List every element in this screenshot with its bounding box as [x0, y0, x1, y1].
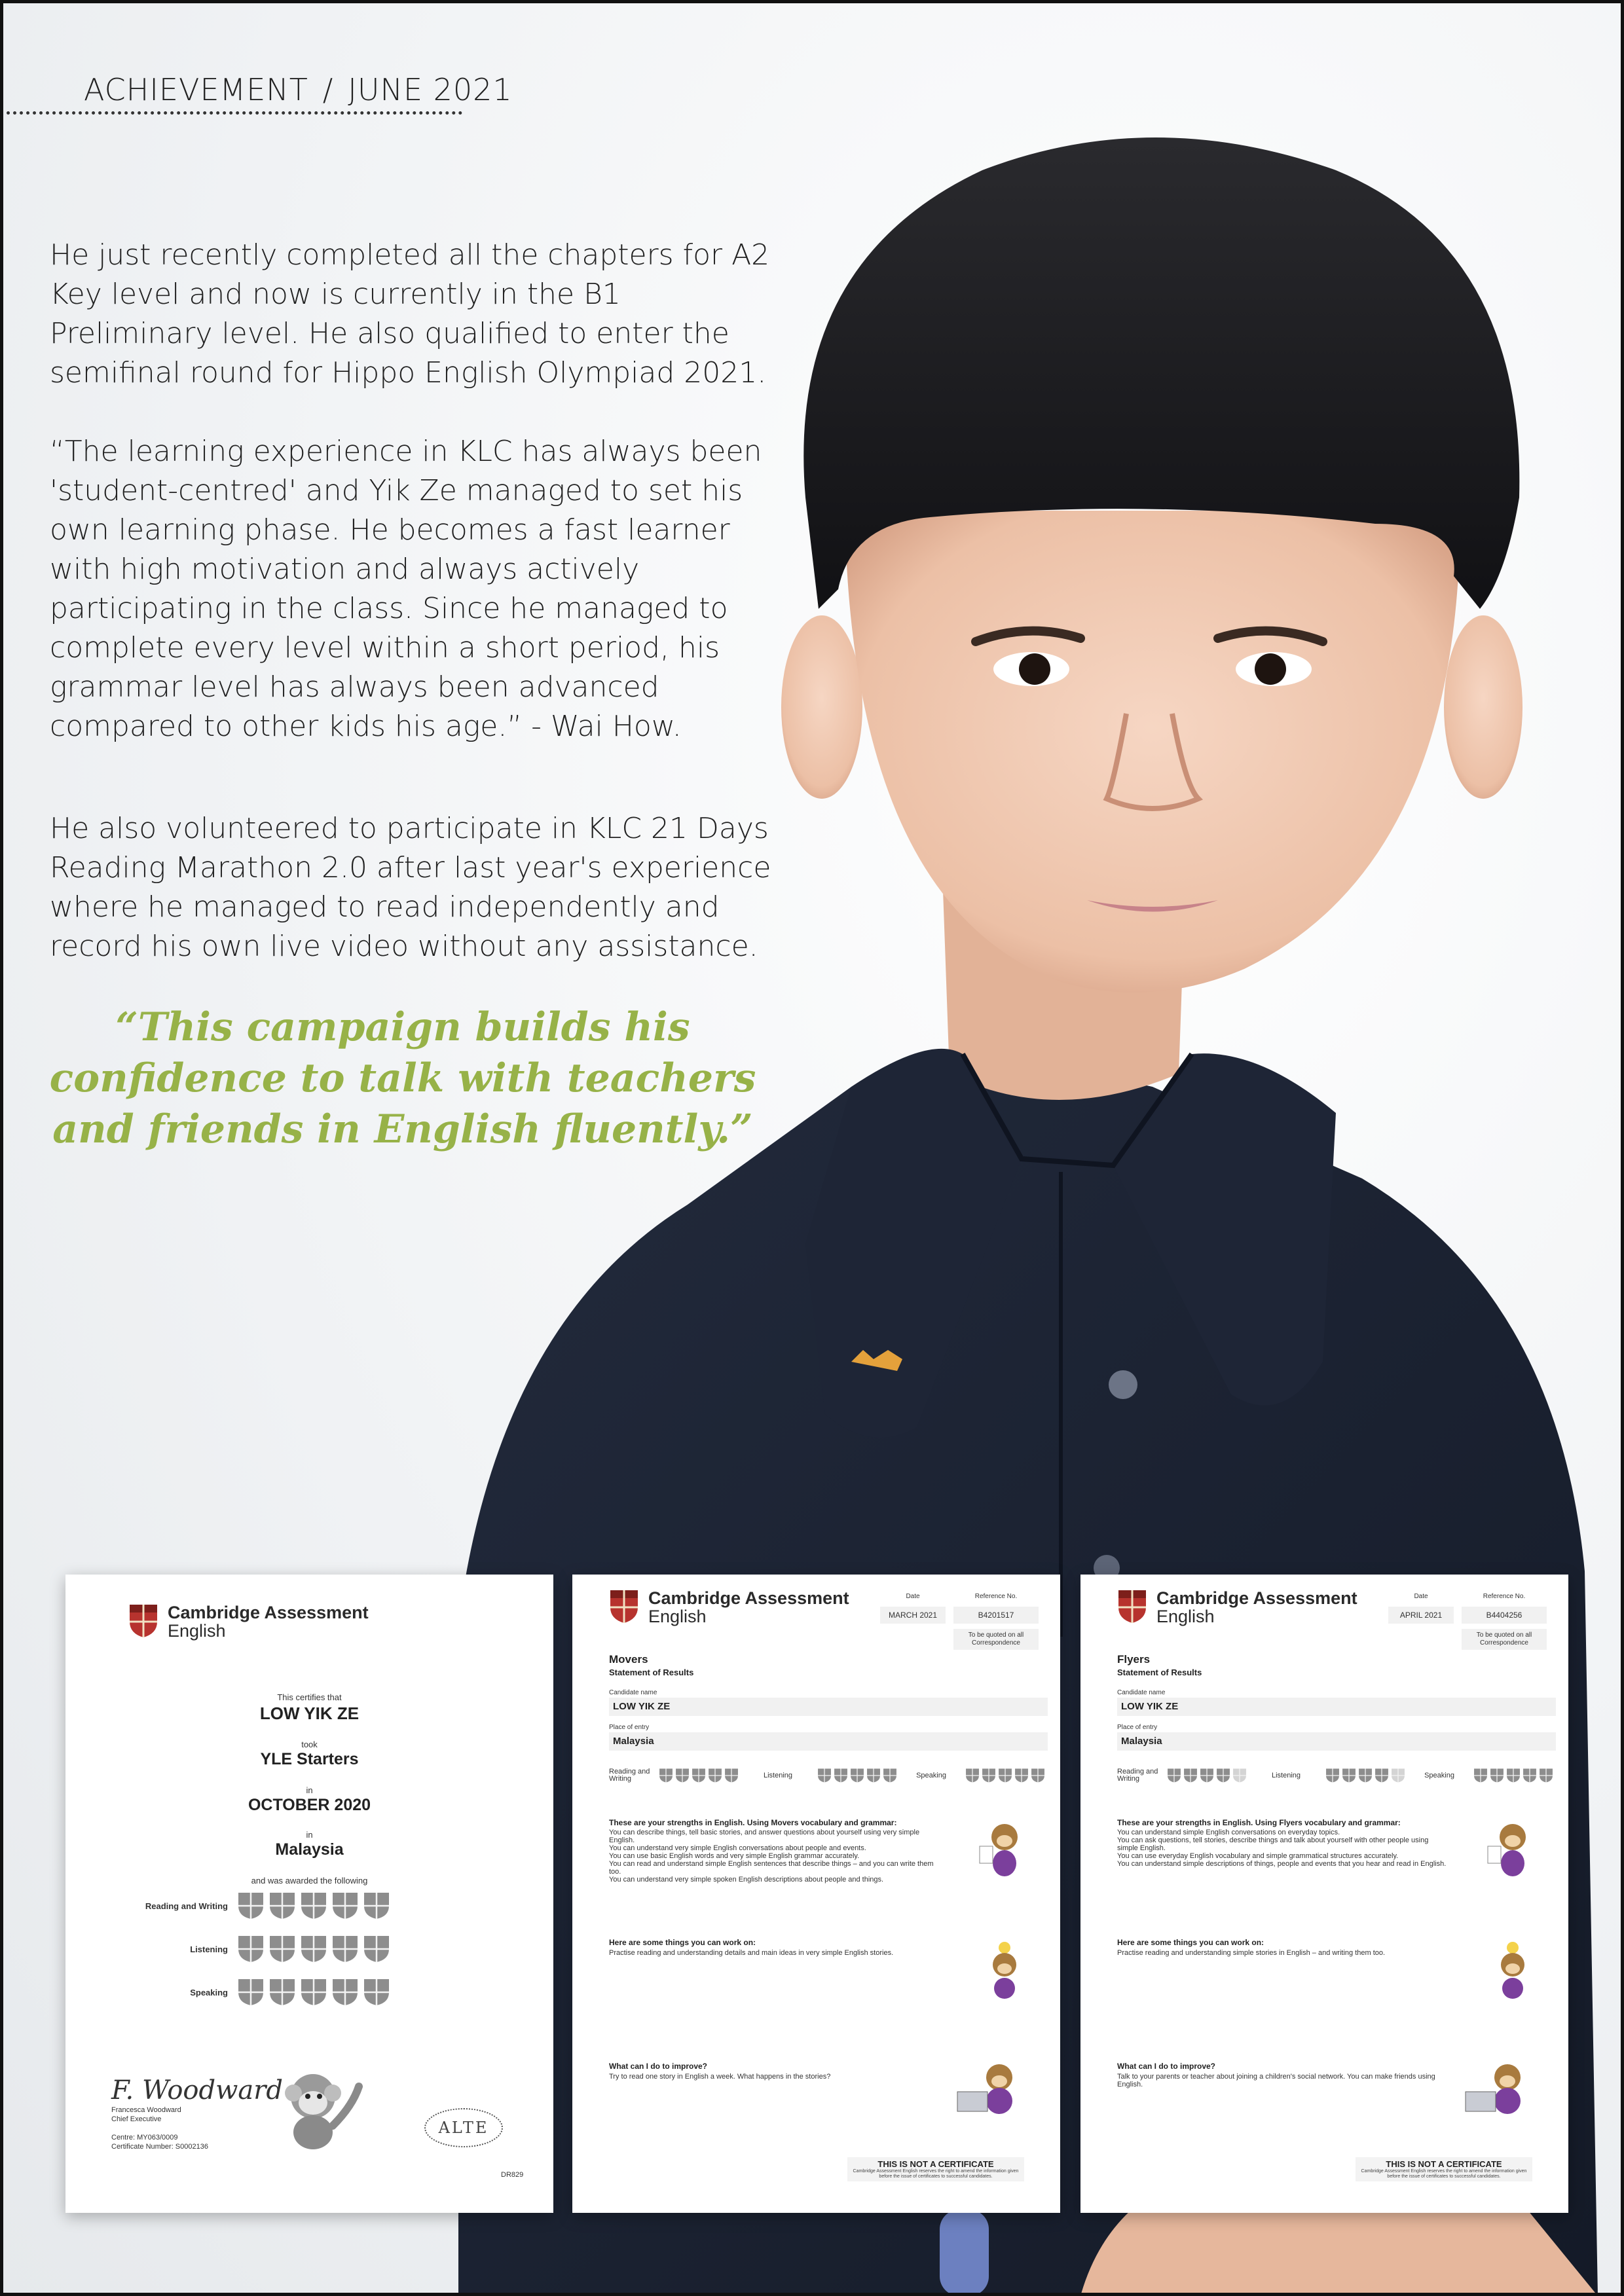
- shields: [237, 1935, 390, 1963]
- cambridge-shield-icon: [883, 1768, 897, 1783]
- date-box: Date APRIL 2021: [1388, 1593, 1454, 1624]
- cambridge-shield-icon: [1522, 1768, 1537, 1783]
- cambridge-crest-icon: [1117, 1589, 1147, 1624]
- cambridge-shield-icon: [237, 1978, 265, 2007]
- monkey-laptop-icon: [952, 2059, 1024, 2118]
- speaking-shields: [965, 1768, 1045, 1783]
- article-paragraph-3: He also volunteered to participate in KLC 21 Days Reading Marathon 2.0 after last year's experience where he managed to read independently and record his own live video without any assistance.: [50, 812, 771, 963]
- cambridge-shield-icon: [331, 1978, 359, 2007]
- monkey-laptop-icon: [1460, 2059, 1532, 2118]
- header-dotted-rule: [7, 111, 462, 115]
- not-a-certificate-notice: THIS IS NOT A CERTIFICATE Cambridge Assessment English reserves the right to amend the information given before the issue of certificates to successful candidates.: [1356, 2157, 1532, 2181]
- took-text: took: [301, 1740, 318, 1749]
- cambridge-shield-icon: [982, 1768, 996, 1783]
- strength-item: You can read and understand simple English sentences that describe things – and you can write them too.: [609, 1860, 934, 1876]
- cambridge-shield-icon: [1342, 1768, 1356, 1783]
- cambridge-shield-icon: [850, 1768, 864, 1783]
- shirt-button: [1109, 1370, 1137, 1399]
- awarded-text: and was awarded the following: [251, 1876, 368, 1886]
- cambridge-shield-icon: [1183, 1768, 1198, 1783]
- cambridge-shield-icon: [237, 1935, 265, 1963]
- section-label: ACHIEVEMENT: [84, 72, 308, 107]
- cambridge-shield-icon: [708, 1768, 722, 1783]
- candidate-name: LOW YIK ZE: [259, 1704, 360, 1723]
- result-date: APRIL 2021: [1388, 1607, 1454, 1624]
- listening-shields: [817, 1768, 897, 1783]
- shield-row-speaking: Speaking: [65, 1978, 553, 2007]
- cambridge-shield-icon: [866, 1768, 881, 1783]
- cambridge-crest-icon: [609, 1589, 639, 1624]
- statement-title: Statement of Results: [609, 1667, 694, 1677]
- cambridge-logo: Cambridge Assessment English: [1117, 1589, 1357, 1626]
- monkey-presenting-icon: [978, 1820, 1029, 1879]
- cambridge-shield-icon: [659, 1768, 673, 1783]
- alte-logo: ALTE: [424, 2108, 503, 2147]
- certificate-code: DR829: [501, 2171, 524, 2179]
- shields: [237, 1891, 390, 1920]
- shields: [237, 1978, 390, 2007]
- strength-item: You can use basic English words and very simple English grammar accurately.: [609, 1852, 860, 1860]
- strength-item: You can understand very simple spoken English descriptions about people and things.: [609, 1876, 884, 1884]
- left-ear: [781, 615, 862, 799]
- strengths-heading: These are your strengths in English. Using Movers vocabulary and grammar:: [609, 1818, 897, 1827]
- strength-item: You can understand very simple English conversations about people and events.: [609, 1844, 866, 1852]
- improve-text: Try to read one story in English a week. What happens in the stories?: [609, 2073, 831, 2081]
- improve-text: Talk to your parents or teacher about joining a children's social network. You can make friends using English.: [1117, 2073, 1435, 2088]
- monkey-mascot-icon: [267, 2067, 365, 2152]
- cambridge-shield-icon: [965, 1768, 980, 1783]
- shield-row-reading-writing: Reading and Writing: [65, 1891, 553, 1920]
- shield-row-listening: Listening: [65, 1935, 553, 1963]
- certifies-text: This certifies that: [277, 1692, 342, 1702]
- work-on-text: Practise reading and understanding details and main ideas in very simple English stories.: [609, 1949, 894, 1957]
- cambridge-shield-icon: [675, 1768, 690, 1783]
- reference-box: Reference No. B4201517 To be quoted on all Correspondence: [953, 1593, 1039, 1650]
- pull-quote: “This campaign builds his confidence to talk with teachers and friends in English fluently.”: [49, 1004, 756, 1152]
- cambridge-shield-icon: [363, 1891, 390, 1920]
- cambridge-shield-icon: [300, 1978, 327, 2007]
- signature: F. Woodward: [111, 2075, 283, 2105]
- place-of-entry: Malaysia: [609, 1732, 1048, 1751]
- cambridge-shield-icon: [817, 1768, 832, 1783]
- result-date: MARCH 2021: [880, 1607, 946, 1624]
- cambridge-shield-icon: [1167, 1768, 1181, 1783]
- issue-label: JUNE 2021: [348, 72, 513, 107]
- certificate-number: Certificate Number: S0002136: [111, 2143, 208, 2151]
- candidate-name: LOW YIK ZE: [609, 1698, 1048, 1716]
- cambridge-logo: Cambridge Assessment English: [128, 1603, 369, 1640]
- exam-date: OCTOBER 2020: [248, 1796, 371, 1814]
- starters-certificate: [65, 1575, 553, 2213]
- listening-shields: [1325, 1768, 1405, 1783]
- face: [845, 511, 1460, 993]
- right-ear: [1444, 615, 1522, 799]
- strengths-list: [1117, 1829, 1451, 1868]
- date-box: Date MARCH 2021: [880, 1593, 946, 1624]
- signatory-name: Francesca Woodward: [111, 2106, 181, 2114]
- strength-item: You can use everyday English vocabulary and simple grammatical structures accurately.: [1117, 1852, 1399, 1860]
- work-on-heading: Here are some things you can work on:: [1117, 1938, 1264, 1947]
- cambridge-shield-icon: [1200, 1768, 1214, 1783]
- exam-name: YLE Starters: [260, 1750, 359, 1768]
- cambridge-shield-icon: [331, 1891, 359, 1920]
- cambridge-shield-icon: [363, 1978, 390, 2007]
- cambridge-shield-icon: [1216, 1768, 1230, 1783]
- speaking-shields: [1473, 1768, 1553, 1783]
- cambridge-shield-icon: [1232, 1768, 1247, 1783]
- cambridge-shield-icon: [300, 1891, 327, 1920]
- score-row: Reading and Writing Listening Speaking: [609, 1768, 1054, 1783]
- reading-writing-shields: [1167, 1768, 1247, 1783]
- reference-number: B4404256: [1462, 1607, 1547, 1624]
- cambridge-shield-icon: [1391, 1768, 1405, 1783]
- header-separator: /: [322, 72, 334, 107]
- cambridge-shield-icon: [998, 1768, 1012, 1783]
- reading-writing-shields: [659, 1768, 739, 1783]
- cambridge-shield-icon: [1014, 1768, 1029, 1783]
- monkey-idea-icon: [1486, 1941, 1538, 2000]
- section-header: [84, 72, 513, 107]
- signatory-title: Chief Executive: [111, 2115, 162, 2123]
- cambridge-shield-icon: [1539, 1768, 1553, 1783]
- signature-block: [111, 2075, 283, 2151]
- flyers-statement-of-results: Cambridge Assessment English Date APRIL 2021 Reference No. B4404256 To be quoted on all Correspondence Flyers Statement of Results Candidate name LOW YIK ZE Place of entry Malaysia Reading and Writing Listening Speaking These are your strengths in English. Using Flyers vocabulary and grammar: You can understand simple English conversations on everyday topics. You can ask questions, tell stories, describe things and talk about yourself with other people using simple English. You can use everyday English vocabulary and simple grammatical structures accurately. You can understand simple descriptions of things, people and events that you hear and read in English. Here are some things you can work on: Practise reading and understanding simple stories in English – and writing them too. What can I do to improve? Talk to your parents or teacher about joining a children's social network. You can make friends using English. THIS IS NOT A CERTIFICATE Cambridge Assessment English reserves the right to amend the information given before the issue of certificates to successful candidates.: [1080, 1575, 1568, 2213]
- cambridge-shield-icon: [268, 1891, 296, 1920]
- improve-heading: What can I do to improve?: [1117, 2062, 1216, 2071]
- cambridge-shield-icon: [1031, 1768, 1045, 1783]
- work-on-heading: Here are some things you can work on:: [609, 1938, 756, 1947]
- cambridge-shield-icon: [268, 1978, 296, 2007]
- cambridge-shield-icon: [331, 1935, 359, 1963]
- strength-item: You can describe things, tell basic stories, and answer questions about yourself using very simple English.: [609, 1829, 920, 1844]
- strengths-list: [609, 1829, 943, 1884]
- cambridge-crest-icon: [128, 1603, 158, 1639]
- cambridge-shield-icon: [1358, 1768, 1373, 1783]
- monkey-presenting-icon: [1486, 1820, 1538, 1879]
- article-paragraph-2: “The learning experience in KLC has always been 'student-centred' and Yik Ze managed to set his own learning phase. He becomes a fast learner with high motivation and always actively participating in the class. Since he managed to complete every level within a short period, his grammar level has always been advanced compared to other kids his age.” - Wai How.: [50, 435, 762, 743]
- place-of-entry: Malaysia: [1117, 1732, 1556, 1751]
- strengths-heading: These are your strengths in English. Using Flyers vocabulary and grammar:: [1117, 1818, 1401, 1827]
- cambridge-shield-icon: [1325, 1768, 1340, 1783]
- cambridge-shield-icon: [724, 1768, 739, 1783]
- strength-item: You can ask questions, tell stories, describe things and talk about yourself with other people using simple English.: [1117, 1836, 1429, 1852]
- in-text: in: [306, 1830, 313, 1840]
- reference-box: Reference No. B4404256 To be quoted on all Correspondence: [1462, 1593, 1547, 1650]
- cambridge-logo: Cambridge Assessment English: [609, 1589, 849, 1626]
- centre-number: Centre: MY063/0009: [111, 2134, 178, 2141]
- statement-title: Statement of Results: [1117, 1667, 1202, 1677]
- cambridge-shield-icon: [692, 1768, 706, 1783]
- wristband: [940, 2210, 989, 2296]
- not-a-certificate-notice: THIS IS NOT A CERTIFICATE Cambridge Assessment English reserves the right to amend the information given before the issue of certificates to successful candidates.: [847, 2157, 1024, 2181]
- work-on-text: Practise reading and understanding simple stories in English – and writing them too.: [1117, 1949, 1386, 1957]
- candidate-name: LOW YIK ZE: [1117, 1698, 1556, 1716]
- cambridge-shield-icon: [268, 1935, 296, 1963]
- level-title: Flyers: [1117, 1653, 1151, 1666]
- cambridge-shield-icon: [1490, 1768, 1504, 1783]
- cambridge-shield-icon: [237, 1891, 265, 1920]
- cambridge-shield-icon: [300, 1935, 327, 1963]
- cambridge-shield-icon: [1375, 1768, 1389, 1783]
- monkey-idea-icon: [978, 1941, 1029, 2000]
- level-title: Movers: [609, 1653, 648, 1666]
- cambridge-shield-icon: [363, 1935, 390, 1963]
- movers-statement-of-results: Cambridge Assessment English Date MARCH 2021 Reference No. B4201517 To be quoted on all Correspondence Movers Statement of Results Candidate name LOW YIK ZE Place of entry Malaysia Reading and Writing Listening Speaking These are your strengths in English. Using Movers vocabulary and grammar: You can describe things, tell basic stories, and answer questions about yourself using very simple English. You can understand very simple English conversations about people and events. You can use basic English words and very simple English grammar accurately. You can read and understand simple English sentences that describe things – and you can write them too. You can understand very simple spoken English descriptions about people and things. Here are some things you can work on: Practise reading and understanding details and main ideas in very simple English stories. What can I do to improve? Try to read one story in English a week. What happens in the stories? THIS IS NOT A CERTIFICATE Cambridge Assessment English reserves the right to amend the information given before the issue of certificates to successful candidates.: [572, 1575, 1060, 2213]
- cambridge-shield-icon: [1506, 1768, 1521, 1783]
- exam-place: Malaysia: [275, 1840, 344, 1859]
- cambridge-shield-icon: [834, 1768, 848, 1783]
- reference-number: B4201517: [953, 1607, 1039, 1624]
- in-text: in: [306, 1785, 313, 1795]
- strength-item: You can understand simple descriptions of things, people and events that you hear and read in English.: [1117, 1860, 1447, 1868]
- strength-item: You can understand simple English conversations on everyday topics.: [1117, 1829, 1340, 1836]
- article-paragraph-1: He just recently completed all the chapters for A2 Key level and now is currently in the B1 Preliminary level. He also qualified to enter the semifinal round for Hippo English Olympiad 2021.: [50, 238, 770, 390]
- improve-heading: What can I do to improve?: [609, 2062, 708, 2071]
- score-row: Reading and Writing Listening Speaking: [1117, 1768, 1562, 1783]
- cambridge-shield-icon: [1473, 1768, 1488, 1783]
